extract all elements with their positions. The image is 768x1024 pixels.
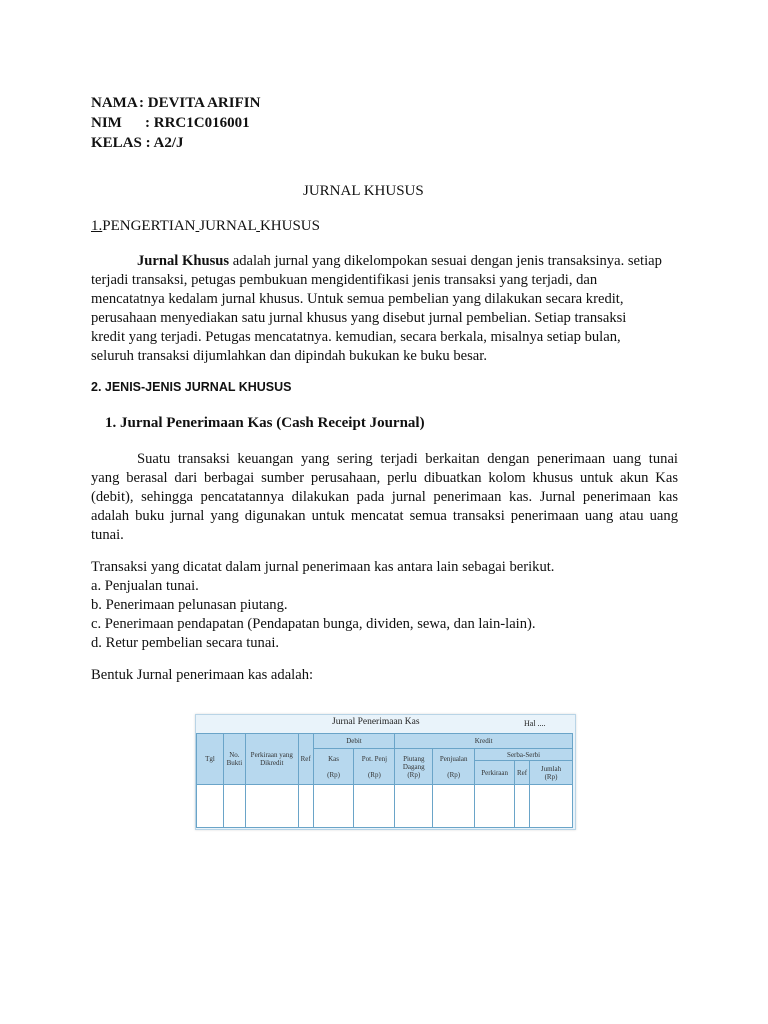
table-cell [515, 785, 530, 828]
section1-word1: PENGERTIAN [102, 218, 196, 234]
nim-label: NIM [91, 115, 122, 131]
subsection1-line: (debit), sehingga pencatatannya dilakukan pada jurnal penerimaan kas. Jurnal penerimaan kas [91, 489, 678, 505]
journal-form-table [196, 733, 573, 828]
col-tgl: Tgl [197, 734, 224, 785]
form-intro: Bentuk Jurnal penerimaan kas adalah: [91, 667, 314, 683]
list-item: b. Penerimaan pelunasan piutang. [91, 597, 288, 613]
section1-line: mencatatnya kedalam jurnal khusus. Untuk semua pembelian yang dilakukan secara kredit, [91, 291, 624, 307]
col-pot-penj: Pot. Penj (Rp) [354, 749, 395, 785]
subsection1-heading: 1. Jurnal Penerimaan Kas (Cash Receipt Journal) [105, 415, 425, 431]
cash-receipt-journal-figure [195, 714, 576, 830]
group-kredit: Kredit [395, 734, 573, 749]
col-no-bukti: No. Bukti [223, 734, 245, 785]
section1-word2: JURNAL [199, 218, 257, 234]
col-perkiraan: Perkiraan yang Dikredit [245, 734, 298, 785]
page-title: JURNAL KHUSUS [303, 183, 424, 199]
kelas-label: KELAS [91, 135, 142, 151]
student-kelas-row [91, 133, 260, 153]
col-kas: Kas (Rp) [313, 749, 354, 785]
table-cell [298, 785, 313, 828]
section1-number: 1. [91, 218, 103, 234]
col-penjualan: Penjualan (Rp) [433, 749, 475, 785]
subsection1-paragraph [91, 450, 678, 545]
subsection1-line: Suatu transaksi keuangan yang sering terjadi berkaitan dengan penerimaan uang tunai [137, 451, 678, 467]
table-cell [433, 785, 475, 828]
table-cell [223, 785, 245, 828]
section1-line: Jurnal Khusus adalah jurnal yang dikelompokan sesuai dengan jenis transaksinya. setiap [137, 253, 662, 269]
transaction-list [91, 558, 691, 653]
section1-paragraph [91, 252, 678, 366]
subsection1-line: adalah buku jurnal yang digunakan untuk mencatat semua transaksi penerimaan uang atau uang [91, 508, 678, 524]
list-intro: Transaksi yang dicatat dalam jurnal penerimaan kas antara lain sebagai berikut. [91, 559, 555, 575]
student-info [91, 93, 260, 153]
col-ref: Ref [298, 734, 313, 785]
subsection1-line: yang berasal dari berbagai sumber perusahaan, perlu dibuatkan kolom khusus untuk akun Kas [91, 470, 678, 486]
student-nim-row [91, 113, 260, 133]
col-ss-ref: Ref [515, 761, 530, 785]
group-serba-serbi: Serba-Serbi [475, 749, 573, 761]
table-cell [475, 785, 515, 828]
section1-heading [91, 218, 320, 235]
table-cell [245, 785, 298, 828]
list-item: c. Penerimaan pendapatan (Pendapatan bunga, dividen, sewa, dan lain-lain). [91, 616, 536, 632]
section1-line: seluruh transaksi dijumlahkan dan dipindah bukukan ke buku besar. [91, 348, 487, 364]
nama-value: : DEVITA ARIFIN [139, 95, 261, 111]
group-debit: Debit [313, 734, 395, 749]
list-item: d. Retur pembelian secara tunai. [91, 635, 280, 651]
table-cell [313, 785, 354, 828]
section1-line: kredit yang terjadi. Petugas mencatatnya. kemudian, secara berkala, misalnya setiap bulan, [91, 329, 621, 345]
section1-word3: KHUSUS [259, 218, 320, 234]
subsection1-line: tunai. [91, 527, 124, 543]
section1-line: terjadi transaksi, petugas pembukuan mengidentifikasi jenis transaksi yang terjadi, dan [91, 272, 598, 288]
student-name-row [91, 93, 260, 113]
col-jumlah: Jumlah (Rp) [530, 761, 573, 785]
table-cell [354, 785, 395, 828]
nim-value: : RRC1C016001 [145, 115, 250, 131]
table-cell [530, 785, 573, 828]
table-cell [395, 785, 433, 828]
kelas-value: : A2/J [145, 135, 184, 151]
section2-heading: 2. JENIS-JENIS JURNAL KHUSUS [91, 380, 292, 394]
table-cell [197, 785, 224, 828]
figure-page-label: Hal .... [524, 719, 546, 728]
nama-label: NAMA [91, 95, 138, 111]
col-ss-perkiraan: Perkiraan [475, 761, 515, 785]
section1-line: perusahaan menyediakan satu jurnal khusus yang disebut jurnal pembelian. Setiap transaksi [91, 310, 627, 326]
jurnal-khusus-term: Jurnal Khusus [137, 253, 230, 269]
list-item: a. Penjualan tunai. [91, 578, 199, 594]
figure-title: Jurnal Penerimaan Kas [332, 717, 420, 727]
col-piutang-dagang: Piutang Dagang (Rp) [395, 749, 433, 785]
